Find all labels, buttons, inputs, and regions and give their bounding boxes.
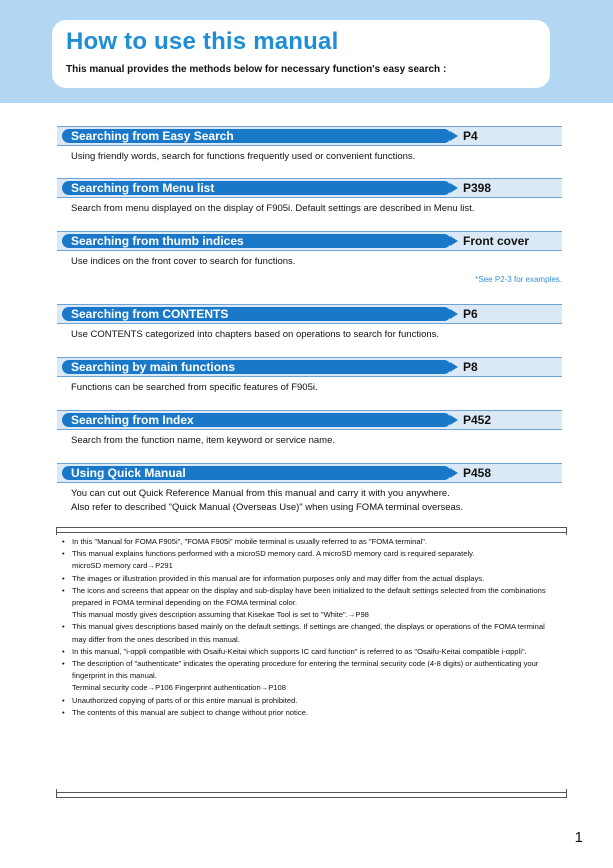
section-title: Searching by main functions (71, 360, 236, 374)
note-reference[interactable]: Terminal security code→P106 Fingerprint authentication→P108 (72, 683, 287, 693)
section-description: Use CONTENTS categorized into chapters based on operations to search for functions. (71, 329, 440, 340)
page-number: 1 (574, 829, 583, 846)
list-item (60, 658, 555, 695)
section-easy-search[interactable] (57, 126, 562, 146)
section-description: Use indices on the front cover to search for functions. (71, 256, 296, 267)
section-main-functions[interactable] (57, 357, 562, 377)
section-title: Using Quick Manual (71, 466, 186, 480)
list-item (60, 548, 555, 572)
arrow-right-icon (450, 362, 458, 372)
notes-border-top (56, 527, 567, 533)
section-menu-list[interactable] (57, 178, 562, 198)
arrow-right-icon (450, 183, 458, 193)
section-description: Using friendly words, search for functions frequently used or convenient functions. (71, 151, 416, 162)
arrow-right-icon (450, 309, 458, 319)
notes-border-bottom (56, 792, 567, 798)
section-description: You can cut out Quick Reference Manual from this manual and carry it with you anywhere. (71, 488, 450, 499)
arrow-right-icon (450, 131, 458, 141)
list-item (60, 573, 555, 585)
section-title: Searching from thumb indices (71, 234, 244, 248)
note-reference[interactable]: This manual mostly gives description assuming that Kisekae Tool is set to "White".→P98 (72, 610, 369, 620)
arrow-right-icon (450, 468, 458, 478)
note-text: This manual gives descriptions based mainly on the default settings. If settings are changed, the displays or operations of the FOMA terminal may differ from the ones described in this manual. (72, 622, 545, 644)
section-title: Searching from Menu list (71, 181, 215, 195)
section-page-ref[interactable]: Front cover (463, 234, 530, 248)
list-item (60, 621, 555, 645)
list-item (60, 695, 555, 707)
note-text: This manual explains functions performed with a microSD memory card. A microSD memory card is required separately. (72, 549, 475, 559)
see-examples-note: *See P2-3 for examples. (475, 275, 562, 284)
section-index[interactable] (57, 410, 562, 430)
arrow-right-icon (450, 236, 458, 246)
note-text: In this "Manual for FOMA F905i", "FOMA F905i" mobile terminal is usually referred to as "FOMA terminal". (72, 537, 428, 546)
page-title: How to use this manual (66, 28, 339, 55)
list-item (60, 585, 555, 622)
section-title: Searching from Easy Search (71, 129, 234, 143)
section-description: Functions can be searched from specific features of F905i. (71, 382, 318, 393)
note-text: The icons and screens that appear on the display and sub-display have been initialized to the default settings selected from the combinations prepared in FOMA terminal depending on the FOMA terminal color. (72, 585, 546, 608)
section-quick-manual[interactable] (57, 463, 562, 483)
note-text: Unauthorized copying of parts of or this entire manual is prohibited. (72, 695, 298, 705)
section-thumb-indices[interactable] (57, 231, 562, 251)
section-description: Search from menu displayed on the display of F905i. Default settings are described in Menu list. (71, 203, 475, 214)
page-subtitle: This manual provides the methods below for necessary function's easy search : (66, 64, 447, 75)
arrow-right-icon (450, 415, 458, 425)
section-description: Search from the function name, item keyword or service name. (71, 435, 336, 446)
section-contents[interactable] (57, 304, 562, 324)
section-page-ref[interactable]: P6 (463, 307, 478, 321)
list-item (60, 707, 555, 719)
section-page-ref[interactable]: P452 (463, 413, 492, 427)
list-item (60, 536, 555, 548)
note-text: The contents of this manual are subject to change without prior notice. (72, 707, 308, 717)
section-page-ref[interactable]: P4 (463, 129, 478, 143)
section-title: Searching from Index (71, 413, 194, 427)
note-text: In this manual, "i-αppli compatible with Osaifu-Keitai which supports IC card function" is referred to as "Osaifu-Keitai compatible i-αppli". (72, 646, 527, 656)
section-title: Searching from CONTENTS (71, 307, 229, 321)
notes-list (60, 536, 555, 719)
section-page-ref[interactable]: P398 (463, 181, 492, 195)
note-reference[interactable]: microSD memory card→P291 (72, 561, 173, 571)
section-page-ref[interactable]: P458 (463, 466, 492, 480)
section-description-2: Also refer to described "Quick Manual (Overseas Use)" when using FOMA terminal overseas. (71, 502, 464, 513)
note-text: The images or illustration provided in this manual are for information purposes only and may differ from the actual displays. (72, 573, 485, 583)
list-item (60, 646, 555, 658)
note-text: The description of "authenticate" indicates the operating procedure for entering the terminal security code (4-8 digits) or authenticating your fingerprint in this manual. (72, 659, 539, 681)
section-page-ref[interactable]: P8 (463, 360, 478, 374)
